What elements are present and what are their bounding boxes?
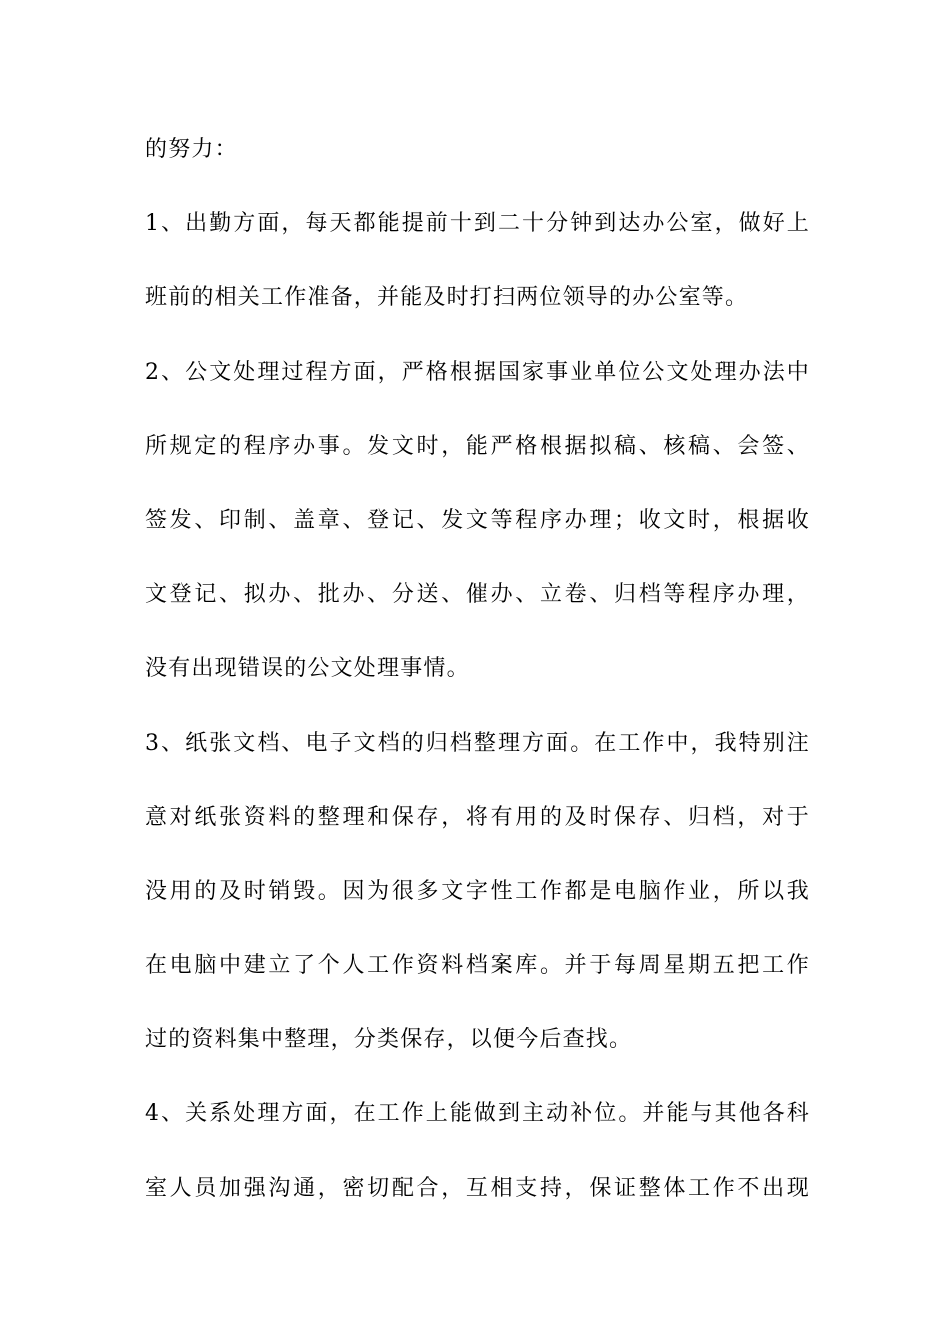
text-line: 所规定的程序办事。发文时，能严格根据拟稿、核稿、会签、 (145, 433, 810, 459)
text-line: 没有出现错误的公文处理事情。 (145, 656, 470, 682)
text-line: 过的资料集中整理，分类保存，以便今后查找。 (145, 1027, 633, 1053)
text-line: 1、出勤方面，每天都能提前十到二十分钟到达办公室，做好上 (145, 211, 810, 237)
text-line: 签发、印制、盖章、登记、发文等程序办理；收文时，根据收 (145, 507, 810, 533)
text-line: 文登记、拟办、批办、分送、催办、立卷、归档等程序办理， (145, 582, 810, 608)
text-line: 2、公文处理过程方面，严格根据国家事业单位公文处理办法中 (145, 359, 810, 385)
text-line: 4、关系处理方面，在工作上能做到主动补位。并能与其他各科 (145, 1101, 810, 1127)
text-line: 室人员加强沟通，密切配合，互相支持，保证整体工作不出现 (145, 1175, 810, 1201)
text-line: 在电脑中建立了个人工作资料档案库。并于每周星期五把工作 (145, 953, 810, 979)
text-line: 意对纸张资料的整理和保存，将有用的及时保存、归档，对于 (145, 804, 810, 830)
text-line: 没用的及时销毁。因为很多文字性工作都是电脑作业，所以我 (145, 878, 810, 904)
body-text (145, 128, 810, 1241)
text-line: 的努力： (145, 137, 238, 162)
text-line: 3、纸张文档、电子文档的归档整理方面。在工作中，我特别注 (145, 730, 810, 756)
text-line: 班前的相关工作准备，并能及时打扫两位领导的办公室等。 (145, 285, 749, 311)
